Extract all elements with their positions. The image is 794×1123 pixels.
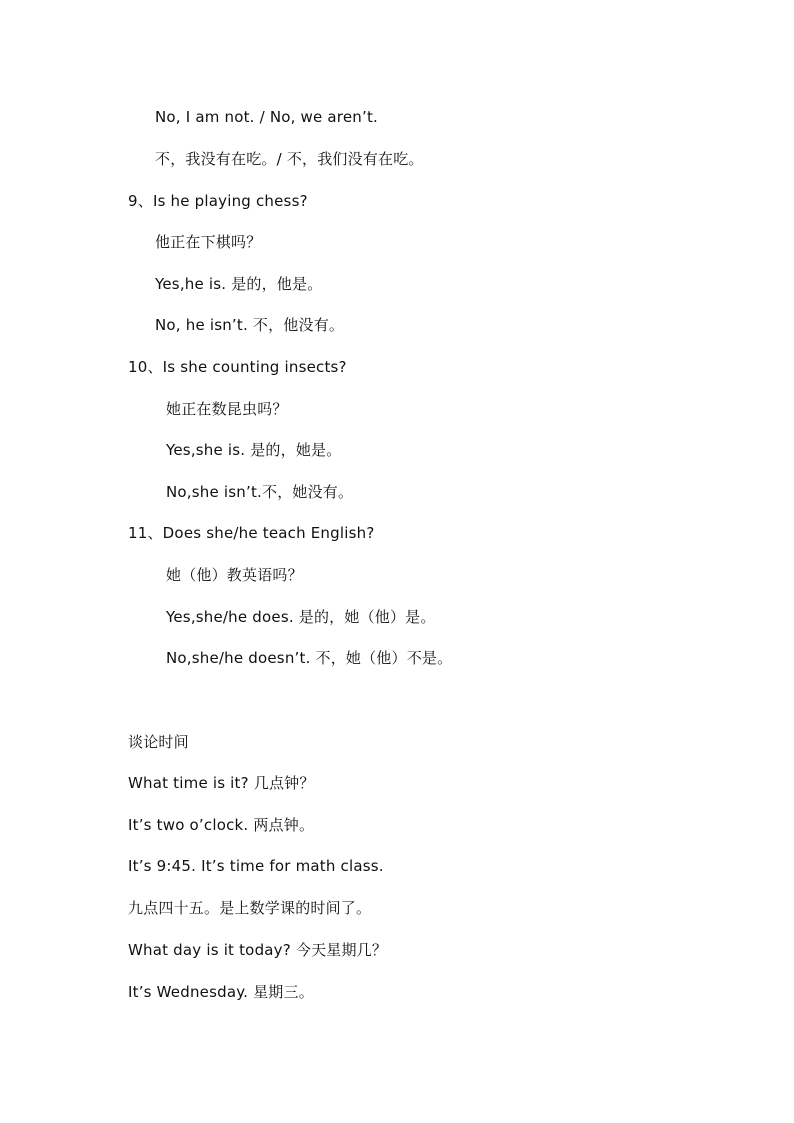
- question-11-no: No,she/he doesn’t. 不，她（他）不是。: [166, 649, 453, 667]
- question-11-translation: 她（他）教英语吗？: [166, 566, 303, 584]
- question-9-yes: Yes,he is. 是的，他是。: [155, 275, 323, 293]
- time-answer-math-zh: 九点四十五。是上数学课的时间了。: [128, 899, 372, 917]
- time-answer-math: It’s 9:45. It’s time for math class.: [128, 857, 384, 875]
- question-9-no: No, he isn’t. 不，他没有。: [155, 316, 345, 334]
- day-answer: It’s Wednesday. 星期三。: [128, 983, 314, 1001]
- day-question: What day is it today? 今天星期几？: [128, 941, 388, 959]
- time-answer-two: It’s two o’clock. 两点钟。: [128, 816, 315, 834]
- answer-no-eating-zh: 不，我没有在吃。/ 不，我们没有在吃。: [155, 150, 424, 168]
- question-11-yes: Yes,she/he does. 是的，她（他）是。: [166, 608, 436, 626]
- question-10-no: No,she isn’t.不，她没有。: [166, 483, 354, 501]
- section-heading-time: 谈论时间: [128, 733, 189, 751]
- question-10-translation: 她正在数昆虫吗？: [166, 400, 288, 418]
- question-9: 9、Is he playing chess?: [128, 192, 308, 210]
- question-10: 10、Is she counting insects?: [128, 358, 347, 376]
- answer-no-eating-en: No, I am not. / No, we aren’t.: [155, 108, 379, 126]
- question-9-translation: 他正在下棋吗？: [155, 233, 262, 251]
- question-10-yes: Yes,she is. 是的，她是。: [166, 441, 342, 459]
- question-11: 11、Does she/he teach English?: [128, 524, 375, 542]
- time-question: What time is it? 几点钟？: [128, 774, 315, 792]
